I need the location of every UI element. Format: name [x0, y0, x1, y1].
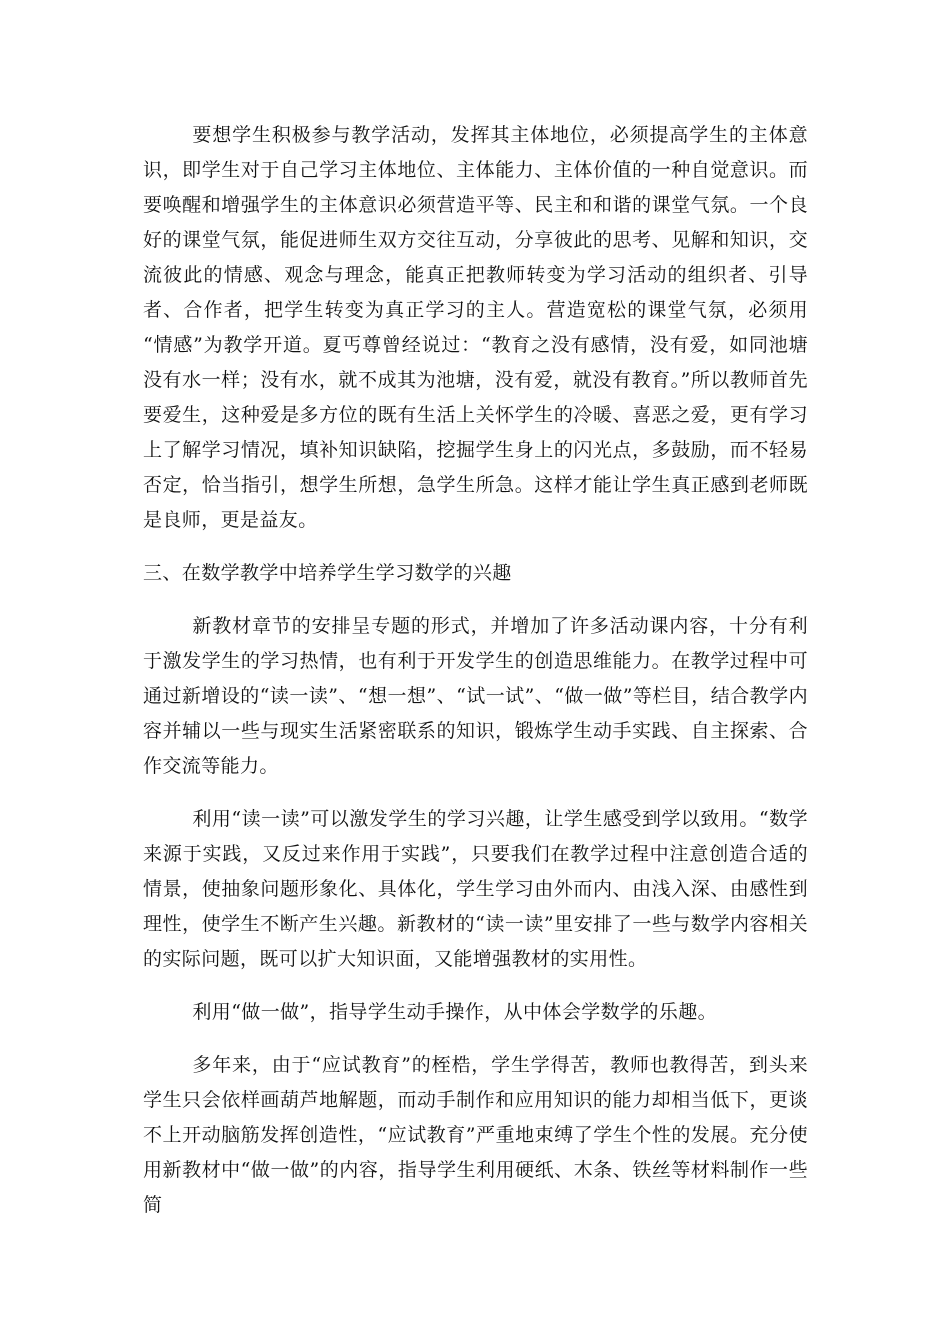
- document-body: [143, 118, 808, 1241]
- paragraph-do-section-intro: 利用“做一做”，指导学生动手操作，从中体会学数学的乐趣。: [192, 1001, 718, 1023]
- paragraph-read-section: 利用“读一读”可以激发学生的学习兴趣，让学生感受到学以致用。“数学来源于实践，又反过来作用于实践”，只要我们在教学过程中注意创造合适的情景，使抽象问题形象化、具体化，学生学习由外而内、由浅入深、由感性到理性，使学生不断产生兴趣。新教材的“读一读”里安排了一些与数学内容相关的实际问题，既可以扩大知识面，又能增强教材的实用性。: [143, 808, 808, 970]
- paragraph-classroom-atmosphere: 要想学生积极参与教学活动，发挥其主体地位，必须提高学生的主体意识，即学生对于自己学习主体地位、主体能力、主体价值的一种自觉意识。而要唤醒和增强学生的主体意识必须营造平等、民主和和谐的课堂气氛。一个良好的课堂气氛，能促进师生双方交往互动，分享彼此的思考、见解和知识，交流彼此的情感、观念与理念，能真正把教师转变为学习活动的组织者、引导者、合作者，把学生转变为真正学习的主人。营造宽松的课堂气氛，必须用 “情感”为教学开道。夏丐尊曾经说过：“教育之没有感情，没有爱，如同池塘没有水一样；没有水，就不成其为池塘，没有爱，就没有教育。”所以教师首先要爱生，这种爱是多方位的既有生活上关怀学生的冷暖、喜恶之爱，更有学习上了解学习情况，填补知识缺陷，挖掘学生身上的闪光点，多鼓励，而不轻易否定，恰当指引，想学生所想，急学生所急。这样才能让学生真正感到老师既是良师，更是益友。: [143, 124, 808, 531]
- paragraph-exam-education: 多年来，由于“应试教育”的桎梏，学生学得苦，教师也教得苦，到头来学生只会依样画葫芦地解题，而动手制作和应用知识的能力却相当低下，更谈不上开动脑筋发挥创造性，“应试教育”严重地束缚了学生个性的发展。充分使用新教材中“做一做”的内容，指导学生利用硬纸、木条、铁丝等材料制作一些简: [143, 1054, 808, 1216]
- paragraph-new-textbook: 新教材章节的安排呈专题的形式，并增加了许多活动课内容，十分有利于激发学生的学习热情，也有利于开发学生的创造思维能力。在教学过程中可通过新增设的“读一读”、“想一想”、“试一试”、“做一做”等栏目，结合教学内容并辅以一些与现实生活紧密联系的知识，锻炼学生动手实践、自主探索、合作交流等能力。: [143, 615, 808, 777]
- section-heading-interest: 三、在数学教学中培养学生学习数学的兴趣: [143, 562, 512, 584]
